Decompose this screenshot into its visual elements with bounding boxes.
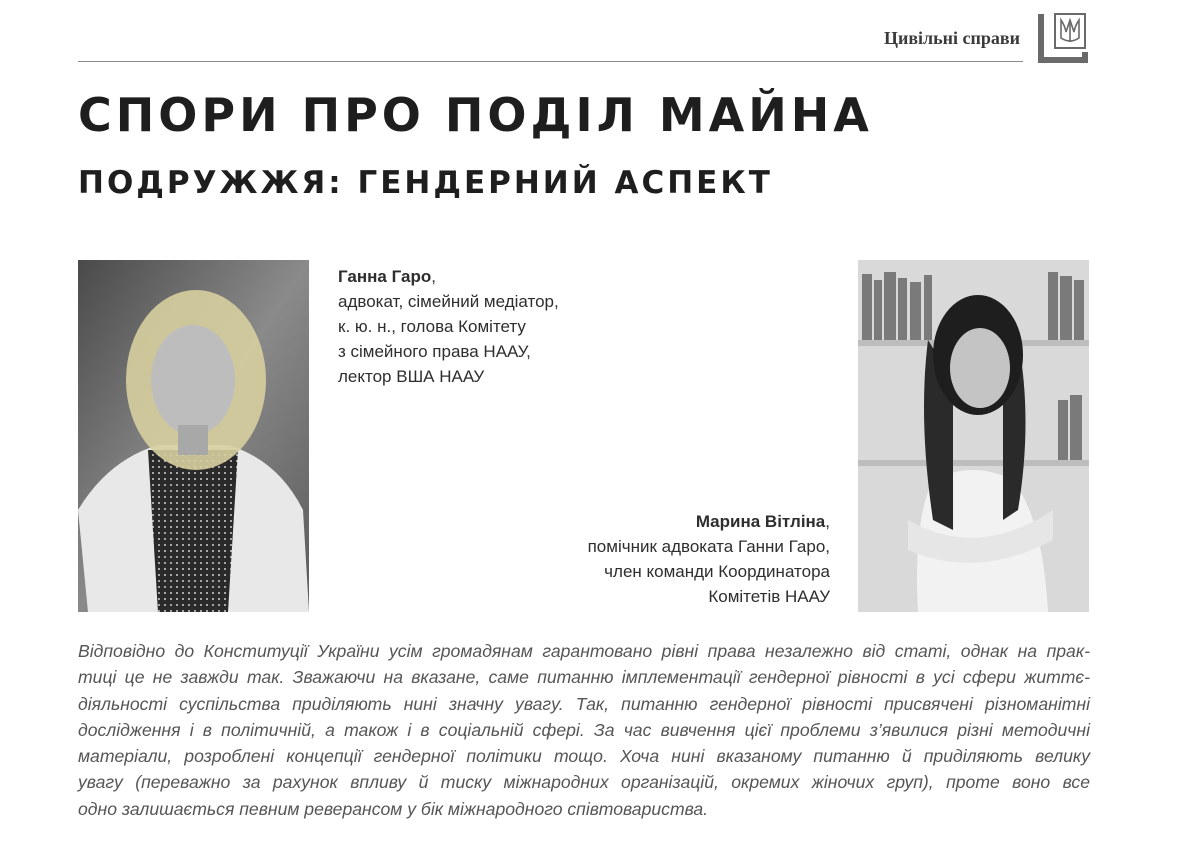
section-label: Цивільні справи bbox=[883, 28, 1020, 48]
author-photo-2 bbox=[858, 260, 1089, 612]
author-name-line bbox=[338, 264, 638, 289]
lead-line: діяльності суспільства приділяють нині значну увагу. Так, питанню гендерної рівності присвячені різноманітні bbox=[78, 693, 1090, 714]
author-credential: член команди Координатора bbox=[604, 562, 830, 581]
header-divider bbox=[78, 61, 1023, 62]
author-name-line bbox=[520, 509, 830, 534]
author-credential: адвокат, сімейний медіатор, bbox=[338, 292, 559, 311]
article-title: СПОРИ ПРО ПОДІЛ МАЙНА bbox=[78, 88, 873, 142]
author-info-1 bbox=[338, 264, 638, 389]
author-name: Ганна Гаро bbox=[338, 267, 432, 286]
author-credential: Комітетів НААУ bbox=[708, 587, 830, 606]
author-photo-1 bbox=[78, 260, 309, 612]
author-credential: з сімейного права НААУ, bbox=[338, 342, 531, 361]
name-suffix: , bbox=[825, 512, 830, 531]
author-info-2 bbox=[520, 509, 830, 609]
article-subtitle: ПОДРУЖЖЯ: ГЕНДЕРНИЙ АСПЕКТ bbox=[78, 165, 773, 201]
lead-line: дослідження і в політичній, а також і в соціальній сфері. За час вивчення цієї проблеми з’явилися різні методичні bbox=[78, 719, 1090, 740]
tryzub-emblem-icon bbox=[1037, 10, 1089, 64]
author-credential: помічник адвоката Ганни Гаро, bbox=[587, 537, 830, 556]
author-name: Марина Вітліна bbox=[695, 512, 826, 531]
lead-line: Відповідно до Конституції України усім громадянам гарантовано рівні права незалежно від статі, однак на прак- bbox=[78, 641, 1090, 661]
name-suffix: , bbox=[431, 267, 436, 286]
author-credential: лектор ВША НААУ bbox=[338, 367, 485, 386]
author-credential: к. ю. н., голова Комітету bbox=[338, 317, 526, 336]
lead-line: увагу (переважно за рахунок впливу й тиску міжнародних організацій, окремих жіночих груп), проте воно все bbox=[78, 772, 1090, 793]
lead-paragraph bbox=[78, 638, 1090, 822]
lead-line: матеріали, розроблені концепції гендерної політики тощо. Хоча нині вказаному питанню й приділяють велику bbox=[78, 746, 1090, 767]
lead-line: одно залишається певним реверансом у бік міжнародного співтовариства. bbox=[78, 798, 709, 819]
lead-line: тиці це не завжди так. Зважаючи на вказане, саме питанню імплементації гендерної рівності в усі сфери життє- bbox=[78, 667, 1090, 688]
